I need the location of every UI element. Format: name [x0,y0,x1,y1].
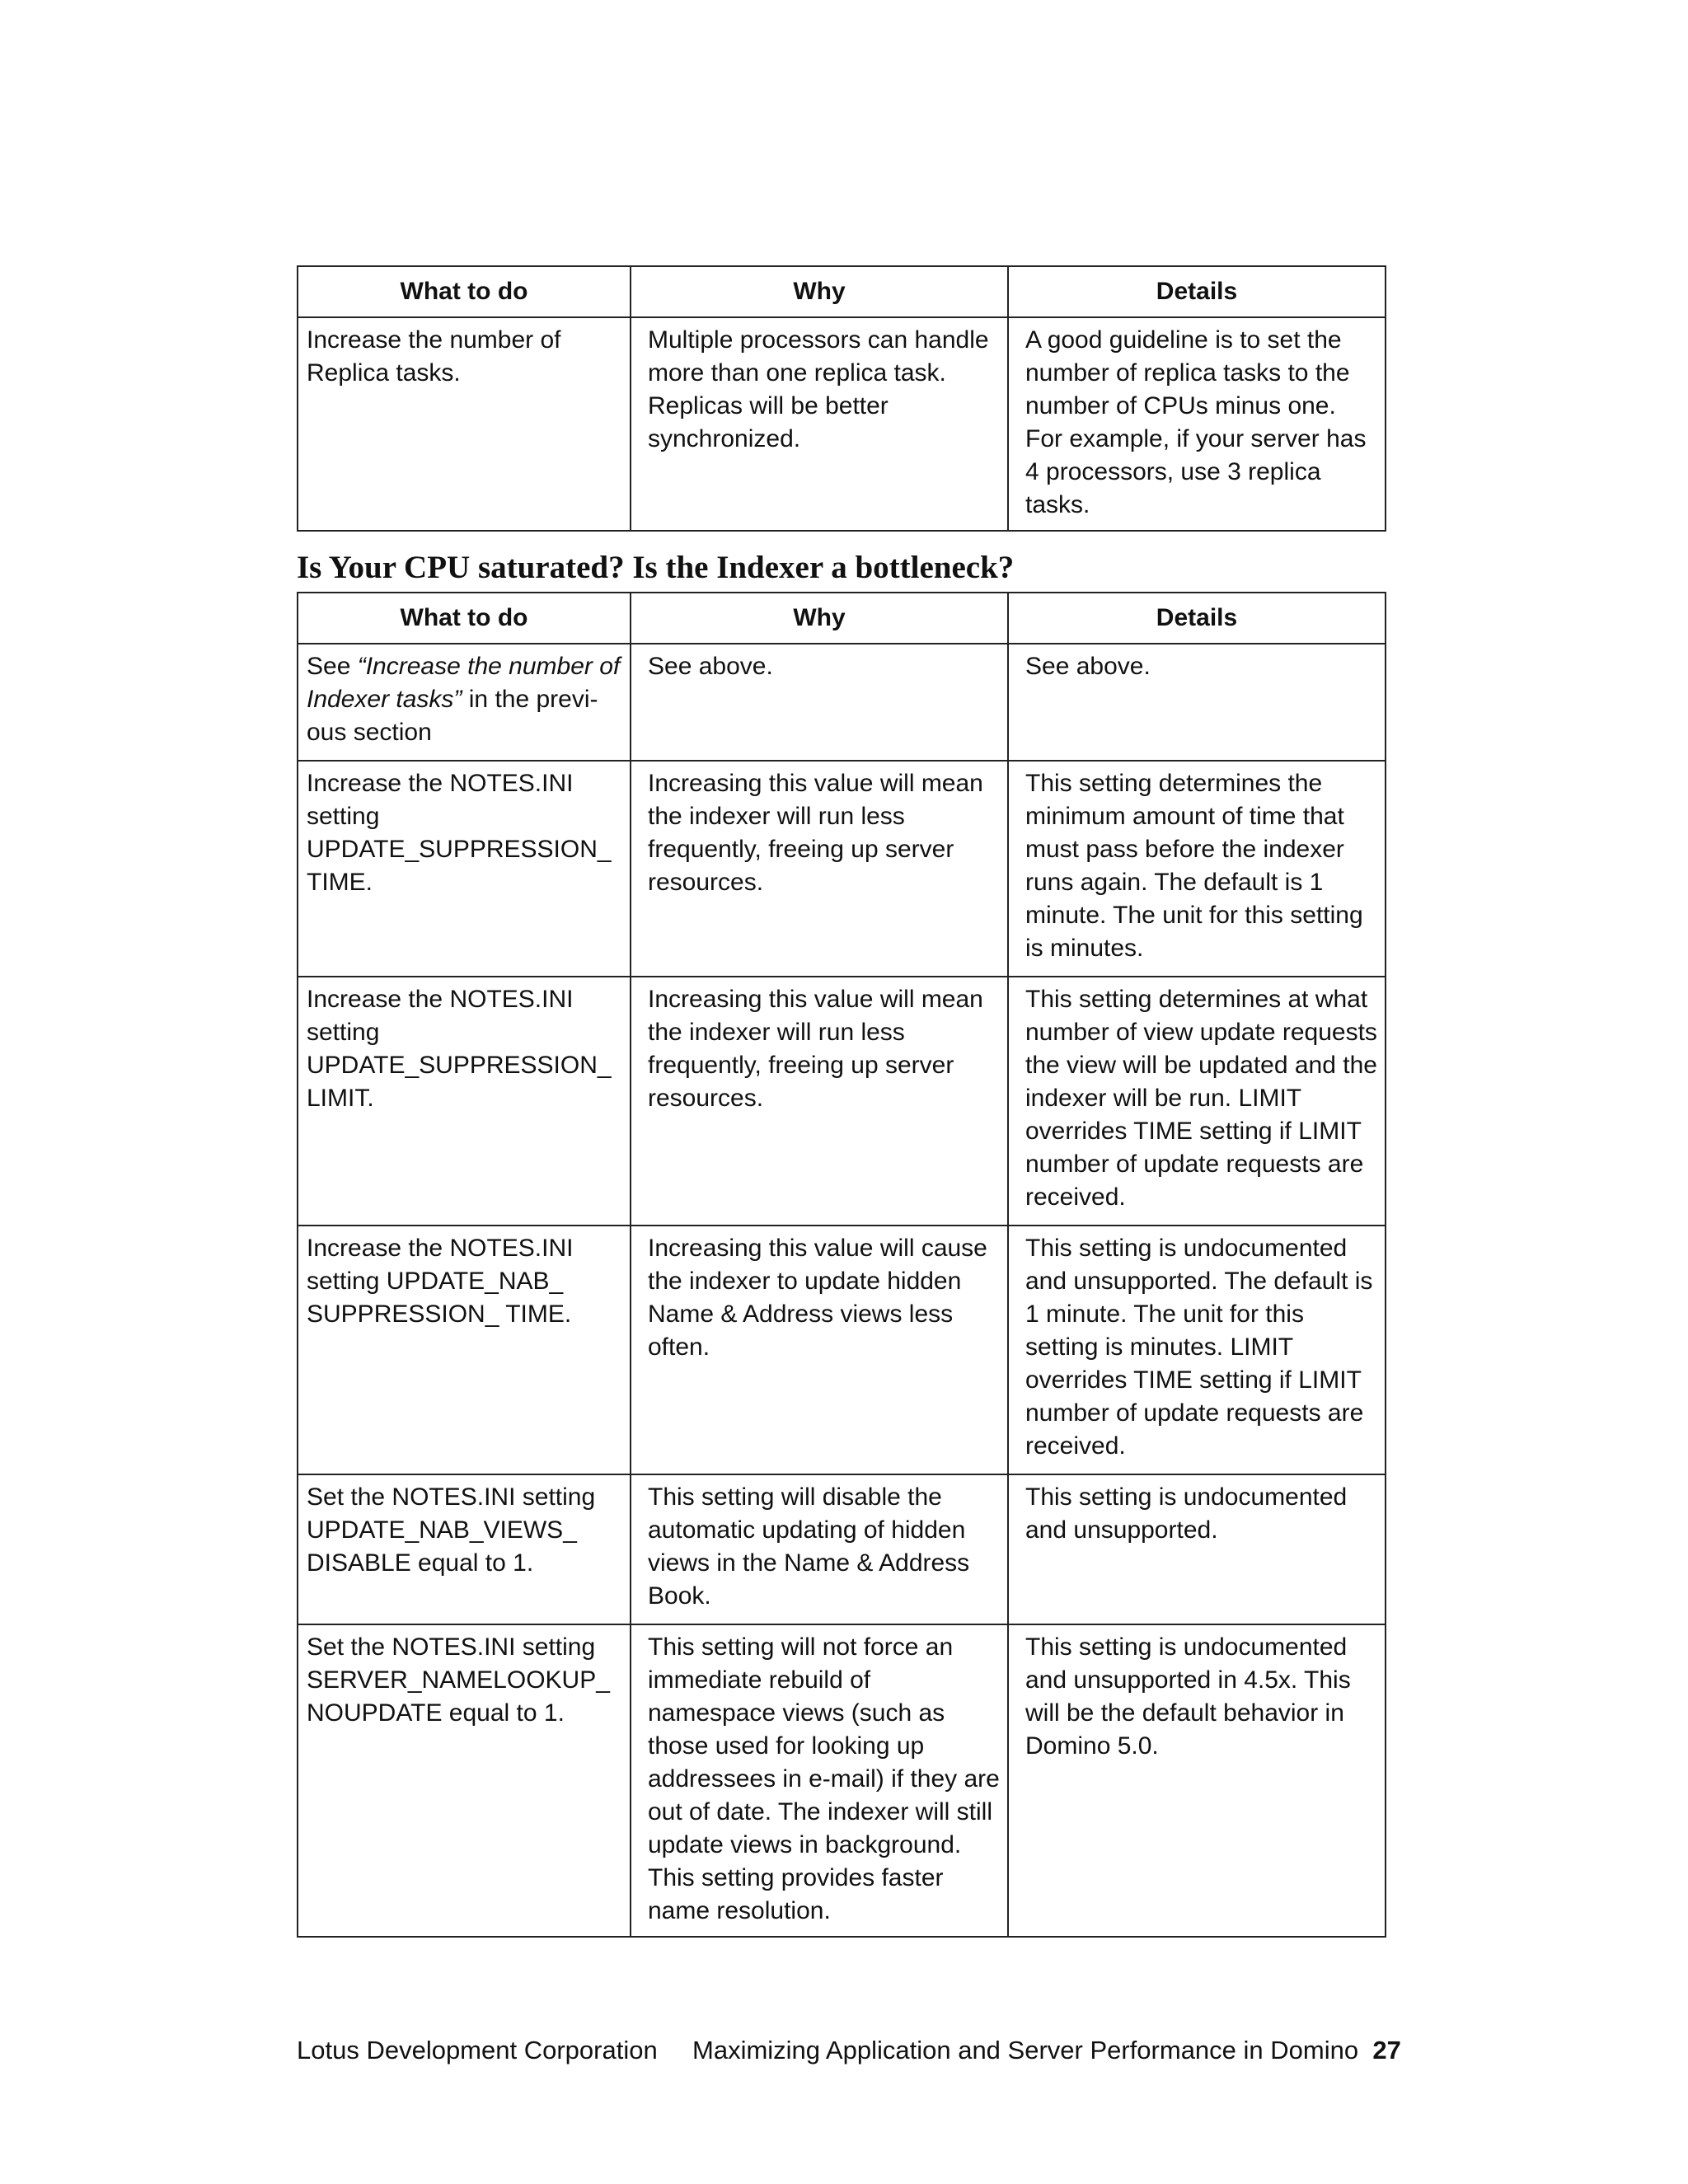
cell-text: in the previ-ous section [307,686,598,746]
table-row [298,644,1386,761]
column-header-why: Why [631,593,1008,644]
why-cell: Multiple processors can handle more than one replica task. Replicas will be better synchronized. [631,317,1008,531]
why-cell: Increasing this value will cause the indexer to update hidden Name & Address views less often. [631,1226,1008,1474]
table-row [298,317,1386,531]
why-cell: See above. [631,644,1008,761]
section-heading: Is Your CPU saturated? Is the Indexer a bottleneck? [297,550,1015,585]
details-cell: This setting determines the minimum amount of time that must pass before the indexer runs again. The default is 1 minute. The unit for this setting is minutes. [1008,761,1386,977]
table-row [298,1624,1386,1937]
column-header-details: Details [1008,266,1386,317]
what-to-do-cell: Set the NOTES.INI setting SERVER_NAMELOOKUP_ NOUPDATE equal to 1. [298,1624,631,1937]
column-header-what-to-do: What to do [298,266,631,317]
details-cell: See above. [1008,644,1386,761]
what-to-do-cell: Increase the number of Replica tasks. [298,317,631,531]
page-number: 27 [1372,2036,1401,2064]
table-row [298,977,1386,1226]
cell-text: See [307,653,358,680]
details-cell: This setting is undocumented and unsupported in 4.5x. This will be the default behavior in Domino 5.0. [1008,1624,1386,1937]
details-cell: This setting is undocumented and unsupported. The default is 1 minute. The unit for this setting is minutes. LIMIT overrides TIME setting if LIMIT number of update requests are received. [1008,1226,1386,1474]
table-row [298,761,1386,977]
details-cell: A good guideline is to set the number of replica tasks to the number of CPUs minus one. For example, if your server has 4 processors, use 3 replica tasks. [1008,317,1386,531]
footer-company: Lotus Development Corporation [297,2036,658,2064]
indexer-bottleneck-table [297,592,1386,1938]
why-cell: Increasing this value will mean the indexer will run less frequently, freeing up server resources. [631,977,1008,1226]
table-header-row [298,266,1386,317]
why-cell: This setting will not force an immediate rebuild of namespace views (such as those used for looking up addressees in e-mail) if they are out of date. The indexer will still update views in background. This setting provides faster name resolution. [631,1624,1008,1937]
what-to-do-cell: Set the NOTES.INI setting UPDATE_NAB_VIEWS_ DISABLE equal to 1. [298,1474,631,1624]
table-row [298,1226,1386,1474]
details-cell: This setting determines at what number of view update requests the view will be updated and the indexer will be run. LIMIT overrides TIME setting if LIMIT number of update requests are received. [1008,977,1386,1226]
table-row [298,1474,1386,1624]
what-to-do-cell [298,644,631,761]
column-header-details: Details [1008,593,1386,644]
details-cell: This setting is undocumented and unsupported. [1008,1474,1386,1624]
what-to-do-cell: Increase the NOTES.INI setting UPDATE_SUPPRESSION_ TIME. [298,761,631,977]
replica-tasks-table [297,265,1386,532]
what-to-do-cell: Increase the NOTES.INI setting UPDATE_NAB_ SUPPRESSION_ TIME. [298,1226,631,1474]
footer-title: Maximizing Application and Server Performance in Domino [692,2036,1359,2064]
column-header-what-to-do: What to do [298,593,631,644]
table-header-row [298,593,1386,644]
why-cell: This setting will disable the automatic updating of hidden views in the Name & Address Book. [631,1474,1008,1624]
footer-document-title [692,2034,1401,2067]
why-cell: Increasing this value will mean the indexer will run less frequently, freeing up server resources. [631,761,1008,977]
cross-reference-text: “Increase the number of Indexer tasks” [307,653,621,713]
column-header-why: Why [631,266,1008,317]
what-to-do-cell: Increase the NOTES.INI setting UPDATE_SUPPRESSION_ LIMIT. [298,977,631,1226]
